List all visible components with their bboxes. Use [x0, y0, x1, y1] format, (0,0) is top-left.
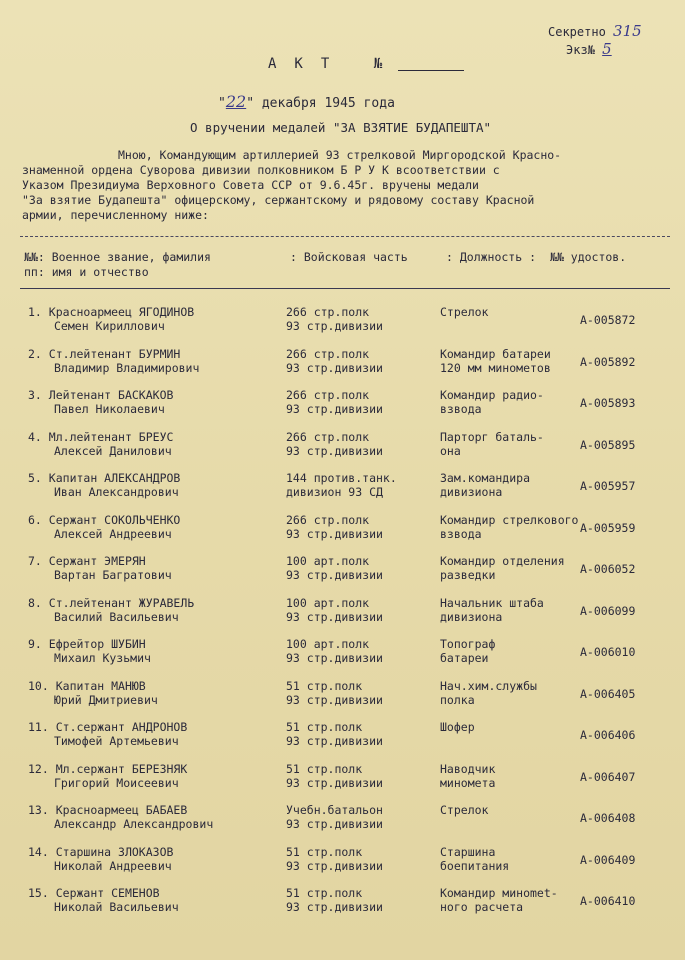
table-row [0, 679, 685, 719]
recipient-given-names: Иван Александрович [54, 485, 179, 499]
row-number: 5. [28, 471, 42, 485]
recipient-given-names: Павел Николаевич [54, 402, 165, 416]
copy-label: Экз№ [566, 43, 595, 57]
recipient-cell [28, 430, 288, 458]
rank-surname: Мл.лейтенант БРЕУС [48, 429, 174, 444]
position-cell [440, 347, 580, 375]
intro-line: Мною, Командующим артиллерией 93 стрелковой Миргородской Красно- [118, 148, 562, 162]
row-number: 13. [28, 803, 49, 817]
unit-line: 93 стр.дивизии [286, 402, 383, 416]
recipient-rank-surname [28, 347, 288, 361]
recipient-cell [28, 347, 288, 375]
table-header-rule [20, 288, 670, 289]
position-line: она [440, 443, 461, 458]
position-line: Стрелок [440, 305, 489, 319]
unit-line: 266 стр.полк [286, 388, 370, 402]
table-row [0, 637, 685, 677]
unit-line: 93 стр.дивизии [286, 775, 383, 790]
position-line: батареи [440, 651, 489, 665]
intro-line: "За взятие Будапешта" офицерскому, сержантскому и рядовому составу Красной [22, 193, 535, 207]
recipient-cell [28, 305, 288, 333]
unit-cell [286, 637, 436, 665]
rank-surname: Ефрейтор ШУБИН [48, 637, 146, 651]
table-top-rule [20, 236, 670, 237]
position-cell [440, 720, 580, 734]
position-line: ного расчета [440, 900, 524, 914]
unit-line: 93 стр.дивизии [286, 817, 383, 831]
position-line: Стрелок [440, 803, 489, 817]
recipient-rank-surname [28, 471, 288, 485]
rank-surname: Ст.лейтенант БУРМИН [48, 346, 181, 361]
unit-line: 93 стр.дивизии [286, 900, 383, 914]
intro-line: Указом Президиума Верховного Совета ССР от 9.6.45г. вручены медали [22, 178, 479, 192]
date-day: 22 [225, 92, 247, 111]
certificate-number: А-006409 [580, 852, 636, 867]
unit-line: 266 стр.полк [286, 305, 370, 319]
recipient-given-names: Семен Кириллович [54, 319, 165, 333]
unit-cell [286, 513, 436, 541]
position-cell [440, 762, 580, 790]
intro-line: армии, перечисленному ниже: [22, 208, 209, 222]
row-number: 2. [28, 346, 42, 361]
position-cell [440, 471, 580, 499]
recipient-rank-surname [28, 803, 288, 817]
header-unit: : Войсковая часть [290, 250, 408, 264]
header-num-name-line1: №№: Военное звание, фамилия [24, 250, 211, 264]
row-number: 15. [28, 886, 49, 900]
position-line: Зам.командира [440, 471, 531, 485]
certificate-number: А-006052 [580, 562, 636, 576]
unit-cell [286, 803, 436, 831]
recipient-cell [28, 513, 288, 541]
row-number: 1. [28, 305, 42, 319]
recipient-given-names: Тимофей Артемьевич [54, 734, 179, 748]
unit-line: 144 против.танк. [286, 471, 397, 485]
unit-cell [286, 347, 436, 375]
unit-cell [286, 430, 436, 458]
certificate-number: А-005959 [580, 520, 636, 535]
recipient-rank-surname [28, 845, 288, 859]
recipient-given-names: Николай Васильевич [54, 900, 179, 914]
certificate-number: А-006410 [580, 894, 636, 908]
rank-surname: Лейтенант БАСКАКОВ [48, 388, 174, 402]
table-row [0, 471, 685, 511]
certificate-number: А-005895 [580, 437, 636, 452]
header-num-name [24, 250, 211, 280]
secrecy-label: Секретно [548, 25, 606, 39]
position-cell [440, 596, 580, 624]
position-line: Начальник штаба [440, 595, 544, 610]
recipient-given-names: Владимир Владимирович [54, 360, 200, 375]
header-cert: №№ удостов. [550, 250, 627, 264]
position-line: Командир радио- [440, 388, 544, 402]
row-number: 6. [28, 512, 42, 527]
recipient-rank-surname [28, 679, 288, 693]
unit-cell [286, 596, 436, 624]
recipient-cell [28, 554, 288, 582]
position-line: Старшина [440, 844, 496, 859]
recipient-cell [28, 637, 288, 665]
unit-line: 93 стр.дивизии [286, 526, 383, 541]
certificate-number: А-006099 [580, 603, 636, 618]
position-line: Командир стрелкового [440, 512, 579, 527]
unit-cell [286, 388, 436, 416]
act-number-underline [398, 70, 464, 71]
position-cell [440, 637, 580, 665]
unit-cell [286, 886, 436, 914]
table-row [0, 596, 685, 636]
table-row [0, 554, 685, 594]
recipient-given-names: Алексей Данилович [54, 443, 172, 458]
unit-cell [286, 305, 436, 333]
unit-cell [286, 554, 436, 582]
certificate-number: А-006408 [580, 811, 636, 825]
unit-line: 93 стр.дивизии [286, 609, 383, 624]
recipient-rank-surname [28, 637, 288, 651]
header-num-name-line2: пп: имя и отчество [24, 265, 149, 279]
recipient-cell [28, 596, 288, 624]
recipient-cell [28, 845, 288, 873]
document-date: "22" декабря 1945 года [218, 92, 395, 111]
position-line: дивизиона [440, 485, 503, 499]
row-number: 10. [28, 678, 49, 693]
certificate-number: А-005872 [580, 313, 636, 327]
recipient-given-names: Михаил Кузьмич [54, 651, 151, 665]
position-line: полка [440, 692, 475, 707]
table-row [0, 513, 685, 553]
row-number: 4. [28, 429, 42, 444]
table-row [0, 388, 685, 428]
rank-surname: Красноармеец ЯГОДИНОВ [48, 305, 195, 319]
rank-surname: Капитан МАНЮВ [55, 678, 146, 693]
row-number: 14. [28, 844, 49, 859]
recipient-cell [28, 471, 288, 499]
table-row [0, 886, 685, 926]
position-line: Парторг баталь- [440, 429, 544, 444]
unit-line: 93 стр.дивизии [286, 651, 383, 665]
intro-line: знаменной ордена Суворова дивизии полковником Б Р У К всоответствии с [22, 163, 500, 177]
unit-line: 51 стр.полк [286, 844, 363, 859]
recipient-rank-surname [28, 388, 288, 402]
header-position: : Должность : [446, 250, 537, 264]
recipient-rank-surname [28, 762, 288, 776]
row-number: 9. [28, 637, 42, 651]
position-line: разведки [440, 568, 496, 582]
certificate-number: А-005957 [580, 479, 636, 493]
recipient-rank-surname [28, 305, 288, 319]
recipient-rank-surname [28, 720, 288, 734]
unit-line: дивизион 93 СД [286, 485, 383, 499]
position-cell [440, 388, 580, 416]
recipient-given-names: Григорий Моисеевич [54, 775, 179, 790]
copy-number: 5 [602, 40, 612, 58]
unit-cell [286, 762, 436, 790]
unit-line: 51 стр.полк [286, 886, 363, 900]
recipient-cell [28, 803, 288, 831]
intro-paragraph [22, 148, 561, 223]
position-cell [440, 803, 580, 817]
recipient-given-names: Вартан Багратович [54, 568, 172, 582]
secrecy-stamp [548, 22, 642, 40]
unit-line: 93 стр.дивизии [286, 568, 383, 582]
rank-surname: Сержант СЕМЕНОВ [55, 886, 160, 900]
table-row [0, 430, 685, 470]
row-number: 11. [28, 720, 49, 734]
rank-surname: Капитан АЛЕКСАНДРОВ [48, 471, 181, 485]
table-row [0, 720, 685, 760]
position-cell [440, 845, 580, 873]
recipient-given-names: Юрий Дмитриевич [54, 692, 158, 707]
rank-surname: Старшина ЗЛОКАЗОВ [55, 844, 174, 859]
position-line: 120 мм минометов [440, 360, 551, 375]
recipient-cell [28, 720, 288, 748]
unit-line: 100 арт.полк [286, 595, 370, 610]
certificate-number: А-005893 [580, 396, 636, 410]
row-number: 8. [28, 595, 42, 610]
document-subtitle: О вручении медалей "ЗА ВЗЯТИЕ БУДАПЕШТА" [190, 120, 492, 135]
rank-surname: Ст.лейтенант ЖУРАВЕЛЬ [48, 595, 195, 610]
unit-line: 266 стр.полк [286, 429, 370, 444]
sheet-number: 315 [613, 22, 642, 40]
table-row [0, 845, 685, 885]
row-number: 7. [28, 554, 42, 568]
unit-line: Учебн.батальон [286, 803, 383, 817]
recipient-rank-surname [28, 430, 288, 444]
recipient-given-names: Александр Александрович [54, 817, 214, 831]
certificate-number: А-006010 [580, 645, 636, 659]
unit-line: 100 арт.полк [286, 554, 370, 568]
recipient-given-names: Николай Андреевич [54, 858, 172, 873]
position-line: Шофер [440, 720, 475, 734]
position-line: миномета [440, 775, 496, 790]
recipient-rank-surname [28, 554, 288, 568]
position-line: Нач.хим.службы [440, 678, 537, 693]
unit-line: 51 стр.полк [286, 678, 363, 693]
date-rest: декабря 1945 года [261, 96, 395, 111]
unit-line: 93 стр.дивизии [286, 692, 383, 707]
unit-line: 266 стр.полк [286, 512, 370, 527]
unit-line: 266 стр.полк [286, 346, 370, 361]
position-line: боепитания [440, 858, 510, 873]
position-cell [440, 886, 580, 914]
position-cell [440, 679, 580, 707]
position-line: взвода [440, 526, 482, 541]
position-cell [440, 513, 580, 541]
recipient-rank-surname [28, 886, 288, 900]
recipient-given-names: Алексей Андреевич [54, 526, 172, 541]
unit-cell [286, 679, 436, 707]
position-line: Топограф [440, 637, 496, 651]
unit-line: 93 стр.дивизии [286, 443, 383, 458]
row-number: 3. [28, 388, 42, 402]
recipient-cell [28, 886, 288, 914]
position-line: Командир отделения [440, 554, 565, 568]
table-row [0, 762, 685, 802]
table-row [0, 347, 685, 387]
recipient-cell [28, 762, 288, 790]
unit-line: 93 стр.дивизии [286, 734, 383, 748]
row-number: 12. [28, 761, 49, 776]
position-line: дивизиона [440, 609, 503, 624]
position-cell [440, 305, 580, 319]
unit-line: 93 стр.дивизии [286, 319, 383, 333]
unit-cell [286, 845, 436, 873]
rank-surname: Ст.сержант АНДРОНОВ [55, 720, 188, 734]
table-row [0, 803, 685, 843]
certificate-number: А-005892 [580, 354, 636, 369]
rank-surname: Мл.сержант БЕРЕЗНЯК [55, 761, 188, 776]
copy-number-line [566, 40, 612, 58]
unit-line: 93 стр.дивизии [286, 858, 383, 873]
document-title: АКТ № [268, 56, 401, 72]
recipient-cell [28, 388, 288, 416]
recipient-rank-surname [28, 513, 288, 527]
table-row [0, 305, 685, 345]
unit-line: 100 арт.полк [286, 637, 370, 651]
position-cell [440, 554, 580, 582]
certificate-number: А-006405 [580, 686, 636, 701]
recipient-cell [28, 679, 288, 707]
position-line: Командир минomet- [440, 886, 558, 900]
position-cell [440, 430, 580, 458]
position-line: Наводчик [440, 761, 496, 776]
unit-line: 51 стр.полк [286, 720, 363, 734]
rank-surname: Красноармеец БАБАЕВ [55, 803, 188, 817]
certificate-number: А-006406 [580, 728, 636, 742]
recipient-rank-surname [28, 596, 288, 610]
rank-surname: Сержант СОКОЛЬЧЕНКО [48, 512, 181, 527]
rank-surname: Сержант ЭМЕРЯН [48, 554, 146, 568]
unit-cell [286, 471, 436, 499]
unit-line: 93 стр.дивизии [286, 360, 383, 375]
position-line: Командир батареи [440, 346, 551, 361]
position-line: взвода [440, 402, 482, 416]
recipient-given-names: Василий Васильевич [54, 609, 179, 624]
unit-cell [286, 720, 436, 748]
unit-line: 51 стр.полк [286, 761, 363, 776]
certificate-number: А-006407 [580, 769, 636, 784]
